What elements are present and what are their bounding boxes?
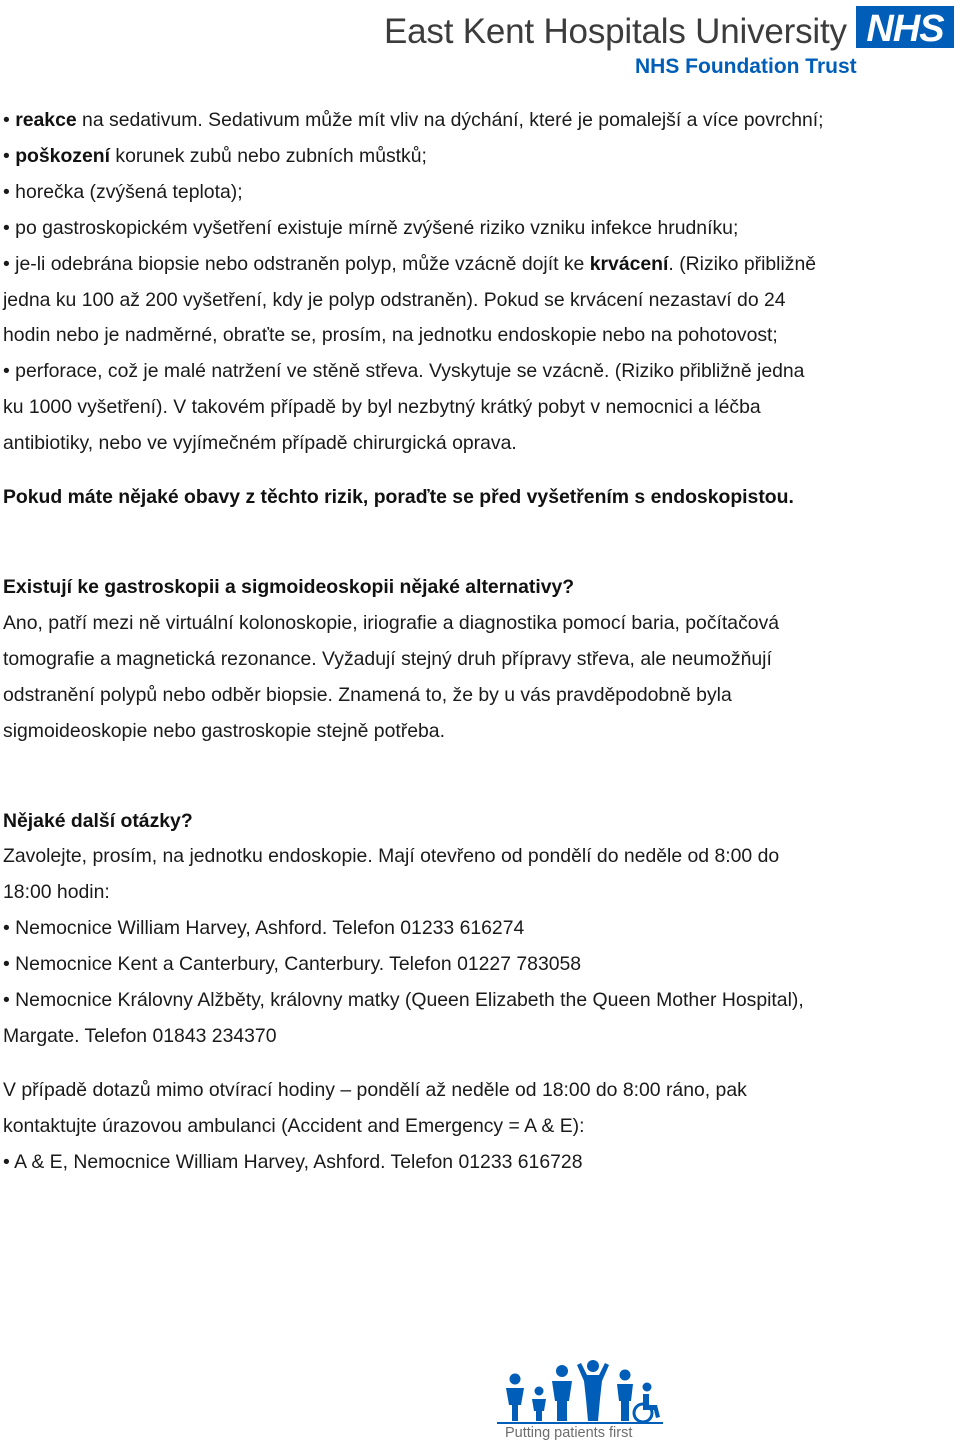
questions-text-line: 18:00 hodin: bbox=[3, 881, 110, 904]
footer-caption: Putting patients first bbox=[505, 1425, 633, 1441]
footer-logo bbox=[497, 1357, 663, 1443]
out-of-hours-text-line: V případě dotazů mimo otvírací hodiny – pondělí až neděle od 18:00 do 8:00 ráno, pak bbox=[3, 1078, 747, 1101]
nhs-logo-text: NHS bbox=[866, 8, 944, 48]
questions-heading: Nějaké další otázky? bbox=[3, 809, 193, 832]
risk-text-line: ku 1000 vyšetření). V takovém případě by byl nezbytný krátký pobyt v nemocnici a léčba bbox=[3, 396, 761, 419]
people-figures-icon bbox=[497, 1357, 663, 1425]
risk-text-line: antibiotiky, nebo ve vyjímečném případě chirurgická oprava. bbox=[3, 432, 517, 455]
hospital-item-queen-elizabeth-cont: Margate. Telefon 01843 234370 bbox=[3, 1024, 277, 1047]
alternatives-heading: Existují ke gastroskopii a sigmoideoskopii nějaké alternativy? bbox=[3, 575, 575, 598]
risk-item-perforation: • perforace, což je malé natržení ve stěně střeva. Vyskytuje se vzácně. (Riziko přibližně jedna bbox=[3, 360, 805, 383]
nhs-logo bbox=[856, 6, 954, 48]
ae-item-william-harvey: • A & E, Nemocnice William Harvey, Ashford. Telefon 01233 616728 bbox=[3, 1150, 583, 1173]
hospital-item-queen-elizabeth: • Nemocnice Královny Alžběty, královny matky (Queen Elizabeth the Queen Mother Hospital), bbox=[3, 989, 804, 1012]
page-header bbox=[380, 6, 955, 84]
alternatives-text-line: tomografie a magnetická rezonance. Vyžadují stejný druh přípravy střeva, ale neumožňují bbox=[3, 647, 772, 670]
questions-text-line: Zavolejte, prosím, na jednotku endoskopie. Mají otevřeno od pondělí do neděle od 8:00 do bbox=[3, 845, 780, 868]
alternatives-text-line: sigmoideoskopie nebo gastroskopie stejně potřeba. bbox=[3, 719, 445, 742]
hospital-item-kent-canterbury: • Nemocnice Kent a Canterbury, Canterbury. Telefon 01227 783058 bbox=[3, 953, 582, 976]
trust-name: NHS Foundation Trust bbox=[635, 55, 857, 78]
alternatives-text-line: Ano, patří mezi ně virtuální kolonoskopie, iriografie a diagnostika pomocí baria, počítačová bbox=[3, 611, 780, 634]
risk-text-line: jedna ku 100 až 200 vyšetření, kdy je polyp odstraněn). Pokud se krvácení nezastaví do 24 bbox=[3, 288, 786, 311]
risk-item-bleeding: • je-li odebrána biopsie nebo odstraněn polyp, může vzácně dojít ke krvácení. (Riziko přibližně bbox=[3, 252, 817, 275]
risk-item-sedation: • reakce na sedativum. Sedativum může mít vliv na dýchání, které je pomalejší a více povrchní; bbox=[3, 109, 824, 131]
hospital-item-william-harvey: • Nemocnice William Harvey, Ashford. Telefon 01233 616274 bbox=[3, 917, 525, 940]
out-of-hours-text-line: kontaktujte úrazovou ambulanci (Accident and Emergency = A & E): bbox=[3, 1114, 585, 1137]
risk-text-line: hodin nebo je nadměrné, obraťte se, prosím, na jednotku endoskopie nebo na pohotovost; bbox=[3, 324, 778, 347]
risk-item-fever: • horečka (zvýšená teplota); bbox=[3, 180, 243, 203]
main-content bbox=[3, 103, 953, 1181]
risk-item-infection: • po gastroskopickém vyšetření existuje mírně zvýšené riziko vzniku infekce hrudníku; bbox=[3, 216, 739, 239]
risk-item-teeth: • poškození korunek zubů nebo zubních můstků; bbox=[3, 144, 427, 167]
risk-concern-note: Pokud máte nějaké obavy z těchto rizik, poraďte se před vyšetřením s endoskopistou. bbox=[3, 486, 794, 509]
org-name: East Kent Hospitals University bbox=[384, 12, 847, 51]
alternatives-text-line: odstranění polypů nebo odběr biopsie. Znamená to, že by u vás pravděpodobně byla bbox=[3, 683, 732, 706]
